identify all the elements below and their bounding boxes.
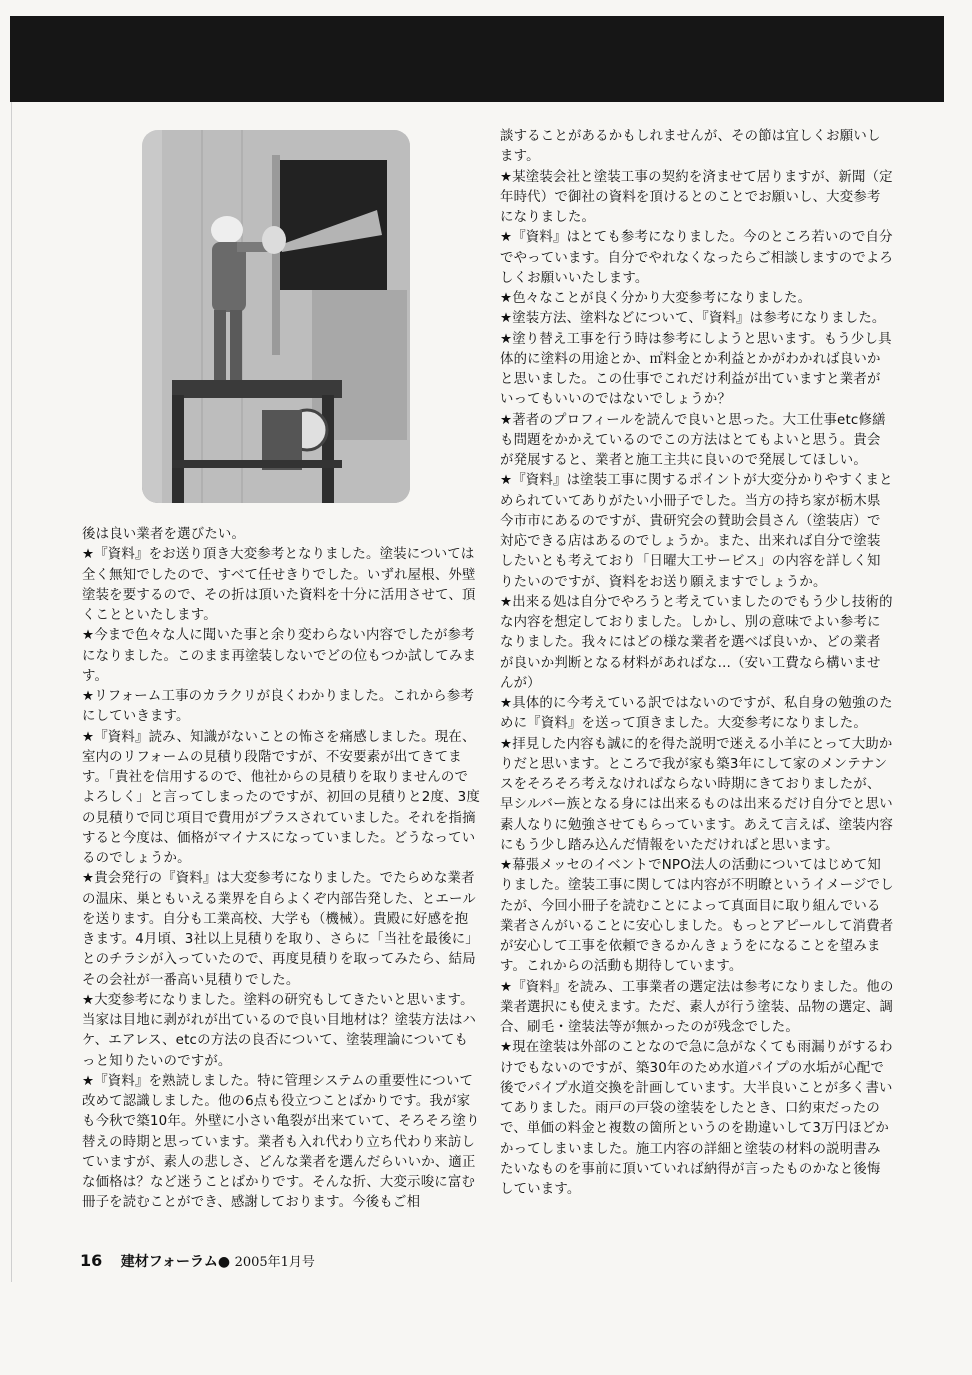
comment-paragraph: ★具体的に今考えている訳ではないのですが、私自身の勉強のために『資料』を送って頂きました。大変参考になりました。 <box>500 696 893 732</box>
comment-paragraph: ★塗装方法、塗料などについて、『資料』は参考になりました。 <box>500 311 886 327</box>
page-edge-line <box>11 102 12 1282</box>
comment-paragraph: ★『資料』読み、知識がないことの怖さを痛感しました。現在、室内のリフォームの見積り段階ですが、不安要素が出てきてます。「貴社を信用するので、他社からの見積りを取りませんのでよろしく」と言ってしまったのですが、初回の見積りと2度、3度の見積りで同じ項目で費用がプラスされていました。それを指摘すると今度は、価格がマイナスになっていました。どうなっているのでしょうか。 <box>82 729 480 866</box>
comment-paragraph: ★『資料』をお送り頂き大変参考となりました。塗装については全く無知でしたので、すべて任せきりでした。いずれ屋根、外壁塗装を要するので、その折は頂いた資料を十分に活用させて、頂くことといたします。 <box>82 547 476 623</box>
comment-paragraph: ★『資料』を熟読しました。特に管理システムの重要性について改めて認識しました。他の6点も役立つことばかりです。我が家も今秋で築10年。外壁に小さい亀裂が出来ていて、そろそろ塗り替えの時期と思っています。業者も入れ代わり立ち代わり来訪していますが、素人の悲しさ、どんな業者を選んだらいいか、適正な価格は？など迷うことばかりです。そんな折、大変示唆に富む冊子を読むことができ、感謝しております。今後もご相 <box>82 1073 480 1211</box>
comment-paragraph: ★リフォーム工事のカラクリが良くわかりました。これから参考にしていきます。 <box>82 689 475 725</box>
comment-paragraph: ★幕張メッセのイベントでNPO法人の活動についてはじめて知りました。塗装工事に関しては内容が不明瞭というイメージでしたが、今回小冊子を読むことによって真面目に取り組んでいる業者さんがいることに安心しました。もっとアピールして消費者が安心して工事を依頼できるかんきょうをになることを望みます。これからの活動も期待しています。 <box>500 858 894 975</box>
right-text-column <box>500 127 894 1200</box>
comment-paragraph: ★『資料』を読み、工事業者の選定法は参考になりました。他の業者選択にも使えます。ただ、素人が行う塗装、品物の選定、調合、刷毛・塗装法等が無かったのが残念でした。 <box>500 979 894 1035</box>
issue-date: 2005年1月号 <box>234 1255 315 1270</box>
comment-paragraph: ★塗り替え工事を行う時は参考にしようと思います。もう少し具体的に塗料の用途とか、㎡料金とか利益とかがわかれば良いかと思いました。この仕事でこれだけ利益が出ていますと業者がいってもいいのではないでしょうか？ <box>500 331 892 408</box>
comment-paragraph: 後は良い業者を選びたい。 <box>82 527 246 542</box>
magazine-name: 建材フォーラム● <box>120 1254 231 1270</box>
comment-paragraph: ★色々なことが良く分かり大変参考になりました。 <box>500 291 812 306</box>
comment-paragraph: ★某塗装会社と塗装工事の契約を済ませて居りますが、新聞（定年時代）で御社の資料を頂けるとのことでお願いし、大変参考になりました。 <box>500 169 893 225</box>
comment-paragraph: ★著者のプロフィールを読んで良いと思った。大工仕事etc修繕も問題をかかえているのでこの方法はとてもよいと思う。貴会が発展すると、業者と施工主共に良いので発展してほしい。 <box>500 412 886 468</box>
comment-paragraph: ★現在塗装は外部のことなので急に急がなくても雨漏りがするわけでもないのですが、築30年のため水道パイプの水垢が心配で後でパイプ水道交換を計画しています。大半良いことが多く書いてありました。雨戸の戸袋の塗装をしたとき、口約束だったので、単価の料金と複数の箇所というのを勘違いして3万円ほどかかってしまいました。施工内容の詳細と塗装の材料の説明書みたいなものを事前に頂いていれば納得が言ったものかなと後悔しています。 <box>500 1040 893 1197</box>
comment-paragraph: ★『資料』は塗装工事に関するポイントが大変分かりやすくまとめられていてありがたい小冊子でした。当方の持ち家が栃木県今市市にあるのですが、貴研究会の賛助会員さん（塗装店）で対応できる店はあるのでしょうか。また、出来れば自分で塗装したいとも考えており「日曜大工サービス」の内容を詳しく知りたいのですが、資料をお送り願えますでしょうか。 <box>500 473 893 590</box>
painter-photo <box>142 130 410 503</box>
header-band <box>10 16 944 102</box>
comment-paragraph: ★大変参考になりました。塗料の研究もしてきたいと思います。当家は目地に剥がれが出ているので良い目地材は？塗装方法はハケ、エアレス、etcの方法の良否について、塗装理論についてもっと知りたいのですが。 <box>82 992 477 1069</box>
page-number: 16 <box>80 1251 103 1270</box>
page-footer <box>80 1250 315 1272</box>
comment-paragraph: ★貴会発行の『資料』は大変参考になりました。でたらめな業者の温床、巣ともいえる業界を自らよくぞ内部告発した、とエールを送ります。自分も工業高校、大学も（機械）。貴殿に好感を抱きます。4月頃、3社以上見積りを取り、さらに「当社を最後に」とのチラシが入っていたので、再度見積りを取ってみたら、結局その会社が一番高い見積りでした。 <box>82 871 479 988</box>
comment-paragraph: ★出来る処は自分でやろうと考えていましたのでもう少し技術的な内容を想定しておりました。しかし、別の意味でよい参考になりました。我々にはどの様な業者を選べば良いか、どの業者が良いか判断となる材料があればな…（安い工費なら構いませんが） <box>500 594 893 691</box>
left-text-column <box>82 525 480 1214</box>
comment-paragraph: ★『資料』はとても参考になりました。今のところ若いので自分でやっています。自分でやれなくなったらご相談しますのでよろしくお願いいたします。 <box>500 230 894 286</box>
comment-paragraph: ★今まで色々な人に聞いた事と余り変わらない内容でしたが参考になりました。このまま再塗装しないでどの位もつか試してみます。 <box>82 628 477 684</box>
comment-paragraph: ★拝見した内容も誠に的を得た説明で迷える小羊にとって大助かりだと思います。ところで我が家も築3年にして家のメンテナンスをそろそろ考えなければならない時期にきておりましたが、早シルバー族となる身には出来るものは出来るだけ自分でと思い素人なりに勉強させてもらっています。あえて言えば、塗装内容にもう少し踏み込んだ情報をいただければと思います。 <box>500 736 894 853</box>
comment-paragraph: 談することがあるかもしれませんが、その節は宜しくお願いします。 <box>500 129 881 165</box>
